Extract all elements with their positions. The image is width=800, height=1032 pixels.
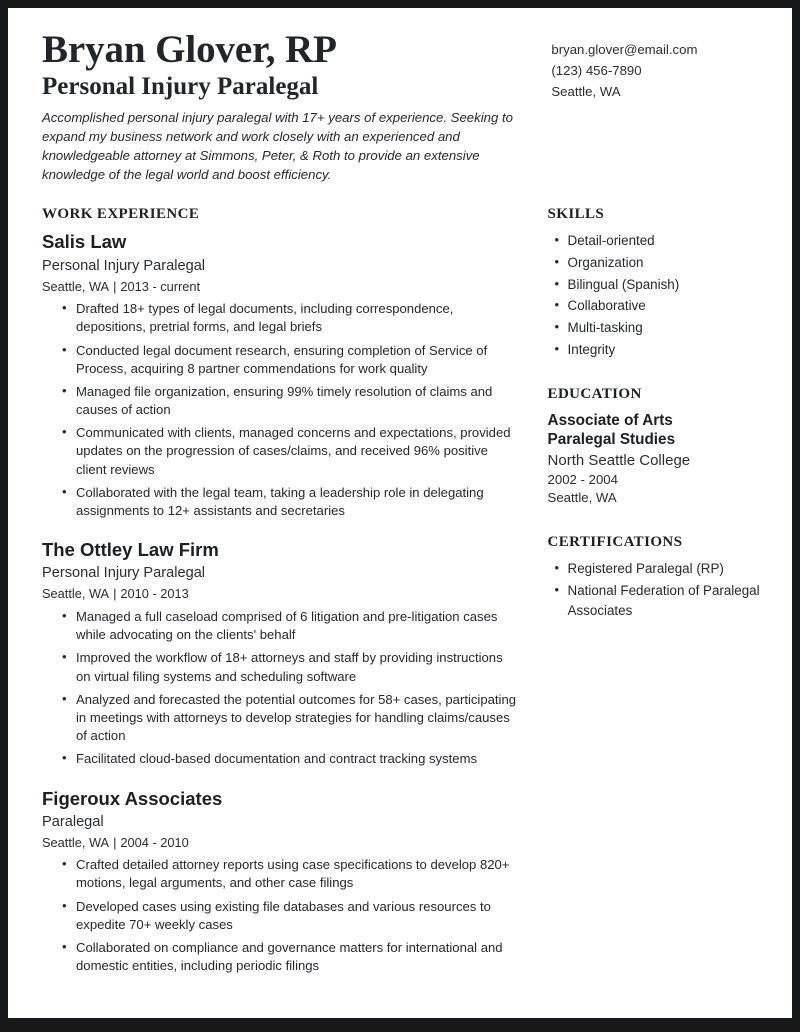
section-heading-certifications: CERTIFICATIONS — [547, 534, 683, 551]
job-location: Seattle, WA — [42, 834, 110, 850]
job-meta — [42, 835, 519, 852]
meta-separator: | — [113, 586, 117, 602]
skill-item: • Detail-oriented — [568, 231, 762, 251]
work-experience-entry — [42, 539, 519, 768]
contact-phone[interactable]: (123) 456-7890 — [551, 62, 642, 78]
contact-location: Seattle, WA — [551, 83, 621, 99]
contact-info — [551, 30, 762, 103]
education-dates: 2002 - 2004 — [547, 471, 618, 487]
certification-item: • Registered Paralegal (RP) — [568, 559, 762, 579]
job-role: Paralegal — [42, 813, 104, 830]
job-bullet: • Developed cases using existing file databases and various resources to expedite 70+ weekly cases — [76, 898, 519, 934]
job-bullet: • Conducted legal document research, ensuring completion of Service of Process, acquiring 8 partner commendations for work quality — [76, 342, 519, 378]
education-school: North Seattle College — [547, 452, 691, 470]
skill-item: • Collaborative — [568, 296, 762, 316]
job-meta — [42, 279, 519, 296]
professional-summary: Accomplished personal injury paralegal with 17+ years of experience. Seeking to expand my business network and work closely with an experienced and knowledgeable attorney at Simmons, Peter, & Roth to provide an extensive knowledge of the legal world and boost efficiency. — [42, 110, 513, 182]
candidate-name: Bryan Glover, RP — [42, 28, 337, 71]
job-bullet: • Drafted 18+ types of legal documents, including correspondence, depositions, pretrial forms, and legal briefs — [76, 300, 519, 336]
section-heading-skills: SKILLS — [547, 206, 605, 223]
work-experience-entry — [42, 231, 519, 520]
job-bullet: • Improved the workflow of 18+ attorneys and staff by providing instructions on virtual filing systems and scheduling software — [76, 649, 519, 685]
skill-item: • Multi-tasking — [568, 318, 762, 338]
education-degree-line-1: Associate of Arts — [547, 411, 673, 429]
resume-body — [42, 206, 762, 975]
job-bullet: • Managed file organization, ensuring 99% timely resolution of claims and causes of action — [76, 383, 519, 419]
job-dates: 2013 - current — [120, 278, 201, 294]
job-bullet: • Facilitated cloud-based documentation and contract tracking systems — [76, 750, 519, 768]
company-name: Salis Law — [42, 231, 127, 253]
job-bullet: • Collaborated with the legal team, taking a leadership role in delegating assignments to 12+ assistants and secretaries — [76, 484, 519, 520]
education-degree-line-2: Paralegal Studies — [547, 430, 676, 448]
job-location: Seattle, WA — [42, 586, 110, 602]
job-meta — [42, 586, 519, 603]
job-bullet-list — [42, 608, 519, 769]
header-identity — [42, 30, 551, 184]
job-dates: 2004 - 2010 — [120, 834, 189, 850]
job-bullet: • Crafted detailed attorney reports using case specifications to develop 820+ motions, legal arguments, and other case filings — [76, 856, 519, 892]
job-bullet-list — [42, 856, 519, 975]
resume-header — [42, 30, 762, 184]
section-heading-work-experience: WORK EXPERIENCE — [42, 206, 200, 223]
job-bullet: • Communicated with clients, managed concerns and expectations, provided updates on the progression of cases/claims, and received 96% positive client reviews — [76, 424, 519, 479]
company-name: The Ottley Law Firm — [42, 539, 219, 561]
meta-separator: | — [113, 278, 117, 294]
job-location: Seattle, WA — [42, 278, 110, 294]
skill-item: • Integrity — [568, 340, 762, 360]
skill-item: • Bilingual (Spanish) — [568, 275, 762, 295]
skill-item: • Organization — [568, 253, 762, 273]
job-role: Personal Injury Paralegal — [42, 257, 206, 274]
meta-separator: | — [113, 834, 117, 850]
certification-item: • National Federation of Paralegal Associates — [568, 581, 762, 620]
skills-list — [548, 231, 762, 359]
job-dates: 2010 - 2013 — [120, 586, 189, 602]
education-location: Seattle, WA — [547, 490, 617, 506]
contact-email[interactable]: bryan.glover@email.com — [551, 42, 698, 57]
job-bullet: • Analyzed and forecasted the potential outcomes for 58+ cases, participating in meetings with attorneys to develop strategies for handling claims/causes of action — [76, 691, 519, 746]
certifications-section — [548, 534, 762, 620]
company-name: Figeroux Associates — [42, 787, 223, 809]
certifications-list — [548, 559, 762, 620]
job-bullet: • Managed a full caseload comprised of 6 litigation and pre-litigation cases while advocating on the clients' behalf — [76, 608, 519, 644]
work-experience-entry — [42, 788, 519, 976]
side-column — [535, 206, 762, 975]
candidate-title: Personal Injury Paralegal — [42, 72, 319, 100]
job-bullet: • Collaborated on compliance and governance matters for international and domestic entities, including periodic filings — [76, 939, 519, 975]
resume-page — [8, 8, 792, 1018]
skills-section — [548, 206, 762, 359]
job-bullet-list — [42, 300, 519, 520]
section-heading-education: EDUCATION — [547, 385, 642, 402]
education-section — [548, 386, 762, 509]
job-role: Personal Injury Paralegal — [42, 565, 206, 582]
main-column — [42, 206, 535, 975]
